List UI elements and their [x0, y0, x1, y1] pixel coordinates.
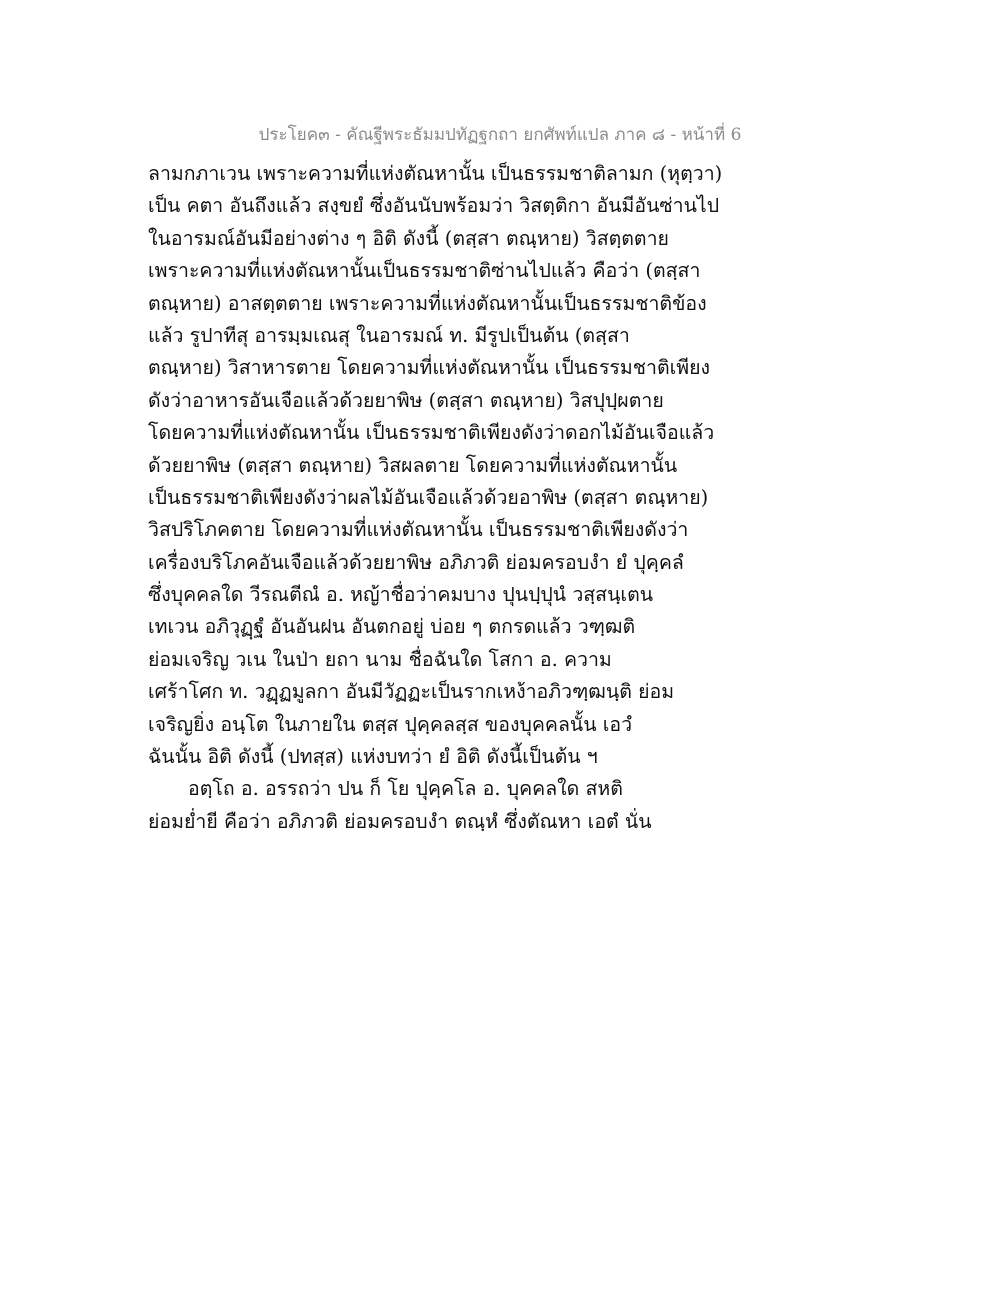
text-line: วิสปริโภคตาย โดยความที่แห่งตัณหานั้น เป็นธรรมชาติเพียงดังว่า	[148, 518, 689, 542]
text-line: โดยความที่แห่งตัณหานั้น เป็นธรรมชาติเพียงดังว่าดอกไม้อันเจือแล้ว	[148, 421, 715, 445]
text-line: ตณฺหาย) วิสาหารตาย โดยความที่แห่งตัณหานั้น เป็นธรรมชาติเพียง	[148, 356, 711, 380]
text-line: เพราะความที่แห่งตัณหานั้นเป็นธรรมชาติซ่านไปแล้ว คือว่า (ตสฺสา	[148, 259, 701, 283]
text-line: ด้วยยาพิษ (ตสฺสา ตณฺหาย) วิสผลตาย โดยความที่แห่งตัณหานั้น	[148, 453, 678, 477]
text-line: เจริญยิ่ง อนฺโต ในภายใน ตสฺส ปุคฺคลสฺส ของบุคคลนั้น เอวํ	[148, 712, 633, 736]
text-line: ย่อมย่ำยี คือว่า อภิภวติ ย่อมครอบงำ ตณฺหํ ซึ่งตัณหา เอตํ นั่น	[148, 809, 652, 833]
body-text	[148, 158, 868, 838]
text-line: ย่อมเจริญ วเน ในป่า ยถา นาม ชื่อฉันใด โสกา อ. ความ	[148, 647, 612, 671]
text-line: แล้ว รูปาทีสุ อารมฺมเณสุ ในอารมณ์ ท. มีรูปเป็นต้น (ตสฺสา	[148, 323, 630, 347]
text-line: เครื่องบริโภคอันเจือแล้วด้วยยาพิษ อภิภวติ ย่อมครอบงำ ยํ ปุคฺคลํ	[148, 550, 684, 574]
text-line: ลามกภาเวน เพราะความที่แห่งตัณหานั้น เป็นธรรมชาติลามก (หุตฺวา)	[148, 162, 723, 185]
text-line: เป็น คตา อันถึงแล้ว สงฺขยํ ซึ่งอันนับพร้อมว่า วิสตฺติกา อันมีอันซ่านไป	[148, 194, 720, 218]
text-line: เศร้าโศก ท. วฏฺฏมูลกา อันมีวัฏฏะเป็นรากเหง้าอภิวฑฺฒนฺติ ย่อม	[148, 680, 675, 704]
text-line: ฉันนั้น อิติ ดังนี้ (ปทสฺส) แห่งบทว่า ยํ อิติ ดังนี้เป็นต้น ฯ	[148, 745, 598, 769]
text-line: ในอารมณ์อันมีอย่างต่าง ๆ อิติ ดังนี้ (ตสฺสา ตณฺหาย) วิสตฺตตาย	[148, 226, 669, 250]
text-line: ซึ่งบุคคลใด วีรณตีณํ อ. หญ้าชื่อว่าคมบาง ปุนปฺปุนํ วสฺสนฺเตน	[148, 583, 654, 607]
text-line: ดังว่าอาหารอันเจือแล้วด้วยยาพิษ (ตสฺสา ตณฺหาย) วิสปุปฺผตาย	[148, 388, 664, 412]
text-line: ตณฺหาย) อาสตฺตตาย เพราะความที่แห่งตัณหานั้นเป็นธรรมชาติข้อง	[148, 291, 707, 315]
text-line: เทเวน อภิวุฏฺฐํ อันอันฝน อันตกอยู่ บ่อย ๆ ตกรดแล้ว วฑฺฒติ	[148, 615, 636, 639]
text-line: เป็นธรรมชาติเพียงดังว่าผลไม้อันเจือแล้วด้วยอาพิษ (ตสฺสา ตณฺหาย)	[148, 485, 709, 509]
running-header: ประโยค๓ - คัณฐีพระธัมมปทัฏฐกถา ยกศัพท์แปล ภาค ๘ - หน้าที่ 6	[258, 125, 742, 145]
paragraph-first-line: อตฺโถ อ. อรรถว่า ปน ก็ โย ปุคฺคโล อ. บุคคลใด สหติ	[188, 777, 623, 801]
